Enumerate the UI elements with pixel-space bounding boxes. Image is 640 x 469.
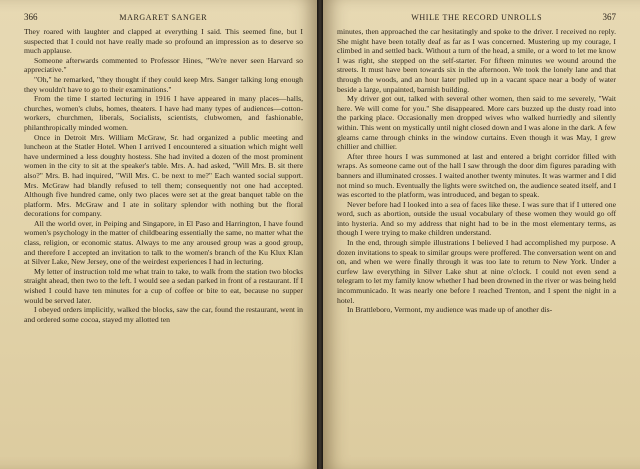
paragraph: From the time I started lecturing in 1916 I have appeared in many places—halls, churches, women's clubs, homes, theaters. I have had many types of audiences—cotton-workers, churchmen, liberals, Socialists, scientists, clubwomen, and fashionable, philanthropically minded women.	[24, 94, 303, 132]
right-page-number: 367	[602, 12, 616, 22]
paragraph: After three hours I was summoned at last and entered a bright corridor filled with wraps. As someone came out of the hall I saw through the door dim figures parading with banners and illuminated crosses. I waited another twenty minutes. It was warmer and I did not mind so much. Eventually the lights were switched on, the audience seated itself, and I was escorted to the platform, was introduced, and began to speak.	[337, 151, 616, 200]
paragraph: "Oh," he remarked, "they thought if they could keep Mrs. Sanger talking long enough they wouldn't have to go to their examinations."	[24, 74, 303, 94]
left-page-text	[24, 27, 303, 324]
right-page	[323, 0, 640, 469]
paragraph: In Brattleboro, Vermont, my audience was made up of another dis-	[347, 305, 553, 315]
paragraph: In the end, through simple illustrations I believed I had accomplished my purpose. A dozen invitations to speak to similar groups were proffered. The conversation went on and on, and when we were finally through it was too late to return to New York. Under a curfew law everything in Silver Lake shut at nine o'clock. I could not even send a telegram to let my family know whether I had been drowned in the river or was being held incommunicado. It was nearly one before I reached Trenton, and I spent the night in a hotel.	[337, 238, 616, 305]
right-page-text	[337, 27, 616, 315]
paragraph: They roared with laughter and clapped at everything I said. This seemed fine, but I suspected that I could not have really made so profound an impression as to deserve so much applause.	[24, 27, 303, 56]
paragraph: My driver got out, talked with several other women, then said to me severely, "Wait here. We will come for you." She disappeared. More cars buzzed up the dusty road into the parking place. Occasionally men dropped wives who walked hurriedly and silently within. This went on mystically until night closed down and I was alone in the dark. A few gleams came through chinks in the window curtains. Even though it was May, I grew chillier and chillier.	[337, 94, 616, 152]
left-running-title: MARGARET SANGER	[119, 13, 208, 22]
paragraph: I obeyed orders implicitly, walked the blocks, saw the car, found the restaurant, went in and ordered some cocoa, stayed my allotted ten	[24, 305, 303, 324]
book-gutter	[317, 0, 323, 469]
paragraph: Someone afterwards commented to Professor Hines, "We're never seen Harvard so appreciative."	[24, 55, 303, 75]
right-running-title: WHILE THE RECORD UNROLLS	[411, 13, 543, 22]
paragraph: Once in Detroit Mrs. William McGraw, Sr. had organized a public meeting and luncheon at the Statler Hotel. When I arrived I encountered a situation which might well have undermined a less doughty hostess. She had invited a dozen of the most prominent women in the city to sit at the speaker's table. Mrs. A. had asked, "Will Mrs. B. sit there also?" Mrs. B. had inquired, "Will Mrs. C. be next to me?" Each wanted social support. Mrs. McGraw had blandly refused to tell them; consequently not one had accepted. Although five hundred came, only two places were set at the great banquet table on the platform. Mrs. McGraw and I ate in solitary splendor with nothing but the floral decorations for company.	[24, 132, 303, 219]
left-page	[0, 0, 317, 469]
paragraph: minutes, then approached the car hesitatingly and spoke to the driver. I received no reply. She might have been totally deaf as far as I was concerned. Mustering up my courage, I climbed in and settled back. Without a turn of the head, a smile, or a word to let me know I was right, she stepped on the self-starter. For fifteen minutes we wound around the streets. It must have been towards six in the afternoon. We took the lonely lane and that through the woods, and an hour later pulled up in a vacant space near a body of water beside a large, unpainted, barnish building.	[337, 27, 616, 94]
paragraph: Never before had I looked into a sea of faces like these. I was sure that if I uttered one word, such as abortion, outside the usual vocabulary of these women they would go off into hysteria. And so my address that night had to be in the most elementary terms, as though I were trying to make children understand.	[337, 199, 616, 238]
paragraph: My letter of instruction told me what train to take, to walk from the station two blocks straight ahead, then two to the left. I would see a sedan parked in front of a restaurant. If I wished I could have ten minutes for a cup of coffee or bite to eat, because no supper would be served later.	[24, 266, 303, 305]
paragraph: All the world over, in Peiping and Singapore, in El Paso and Harrington, I have found women's psychology in the matter of childbearing essentially the same, no matter what the class, religion, or economic status. Always to me any aroused group was a good group, and therefore I accepted an invitation to talk to the women's branch of the Ku Klux Klan at Silver Lake, New Jersey, one of the weirdest experiences I had in lecturing.	[24, 218, 303, 267]
left-running-head	[24, 12, 303, 22]
left-page-number: 366	[24, 12, 38, 22]
right-running-head	[337, 12, 616, 22]
